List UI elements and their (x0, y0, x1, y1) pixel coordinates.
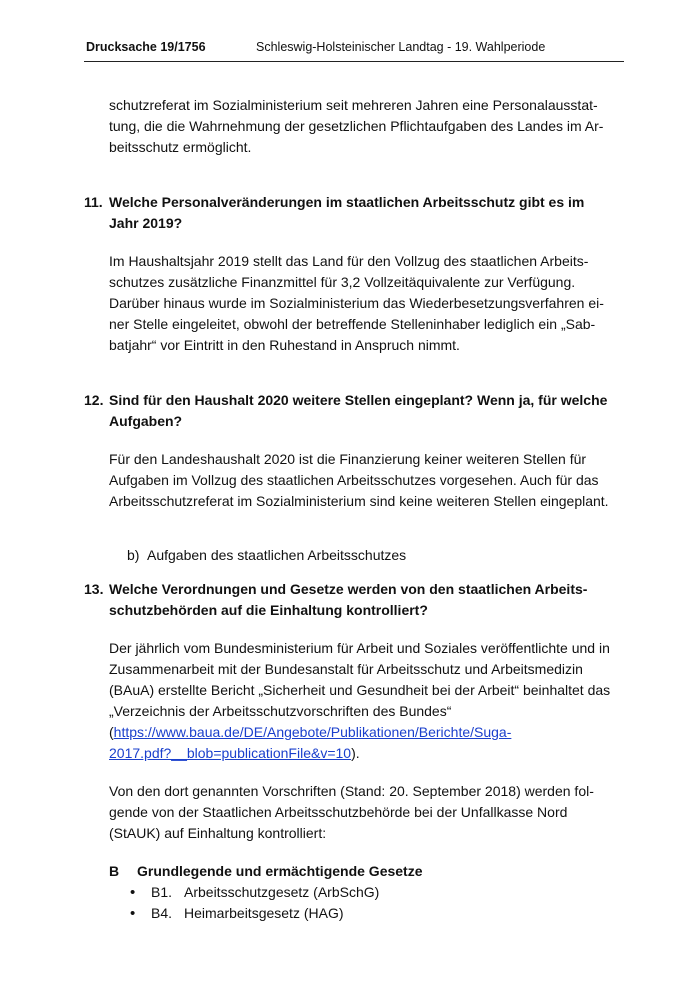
question-12 (84, 390, 624, 432)
answer-line: Aufgaben im Vollzug des staatlichen Arbeitsschutzes vorgesehen. Auch für das (109, 472, 599, 488)
bullet-icon: • (130, 884, 136, 901)
question-11 (84, 192, 624, 234)
law-code: B1. (151, 884, 173, 900)
bullet-icon: • (130, 905, 136, 922)
answer-line: „Verzeichnis der Arbeitsschutzvorschriften des Bundes“ (109, 703, 452, 719)
question-line: Welche Verordnungen und Gesetze werden von den staatlichen Arbeits- (109, 581, 588, 597)
question-line: Jahr 2019? (109, 215, 183, 231)
document-body (84, 95, 624, 924)
intro-paragraph (84, 95, 624, 158)
answer-line: (StAUK) auf Einhaltung kontrolliert: (109, 825, 327, 841)
question-line: Aufgaben? (109, 413, 183, 429)
list-item (130, 903, 624, 924)
answer-11 (84, 251, 624, 356)
page-header (84, 37, 624, 62)
baua-report-link[interactable] (109, 724, 511, 761)
subsection-heading (84, 545, 624, 566)
answer-13-continued (84, 781, 624, 844)
link-open-paren: ( (109, 724, 114, 740)
link-close-paren: ). (351, 745, 360, 761)
answer-line: Von den dort genannten Vorschriften (Stand: 20. September 2018) werden fol- (109, 783, 594, 799)
answer-line: Im Haushaltsjahr 2019 stellt das Land für den Vollzug des staatlichen Arbeits- (109, 253, 589, 269)
subsection-title: Aufgaben des staatlichen Arbeitsschutzes (147, 547, 407, 563)
intro-line: tung, die die Wahrnehmung der gesetzlichen Pflichtaufgaben des Landes im Ar- (109, 118, 604, 134)
law-list (84, 882, 624, 924)
subsection-label: b) (127, 547, 140, 563)
intro-line: schutzreferat im Sozialministerium seit mehreren Jahren eine Personalausstat- (109, 97, 598, 113)
answer-line: Für den Landeshaushalt 2020 ist die Finanzierung keiner weiteren Stellen für (109, 451, 587, 467)
section-title: Grundlegende und ermächtigende Gesetze (137, 863, 423, 879)
law-name: Arbeitsschutzgesetz (ArbSchG) (184, 884, 380, 900)
answer-line: Der jährlich vom Bundesministerium für Arbeit und Soziales veröffentlichte und in (109, 640, 610, 656)
section-b-heading (84, 861, 624, 882)
document-number: Drucksache 19/1756 (86, 40, 206, 54)
parliament-title: Schleswig-Holsteinischer Landtag - 19. Wahlperiode (256, 40, 546, 54)
question-number: 11. (84, 194, 103, 210)
link-text: 2017.pdf?__blob=publicationFile&v=10 (109, 745, 352, 761)
answer-line: batjahr“ vor Eintritt in den Ruhestand in Anspruch nimmt. (109, 337, 460, 353)
answer-line: gende von der Staatlichen Arbeitsschutzbehörde bei der Unfallkasse Nord (109, 804, 568, 820)
intro-line: beitsschutz ermöglicht. (109, 139, 252, 155)
question-text (109, 192, 624, 234)
question-text (109, 390, 624, 432)
answer-line: Zusammenarbeit mit der Bundesanstalt für Arbeitsschutz und Arbeitsmedizin (109, 661, 583, 677)
law-code: B4. (151, 905, 173, 921)
law-name: Heimarbeitsgesetz (HAG) (184, 905, 344, 921)
link-text: https://www.baua.de/DE/Angebote/Publikationen/Berichte/Suga- (113, 724, 512, 740)
question-line: Welche Personalveränderungen im staatlichen Arbeitsschutz gibt es im (109, 194, 585, 210)
question-line: Sind für den Haushalt 2020 weitere Stellen eingeplant? Wenn ja, für welche (109, 392, 608, 408)
section-label: B (109, 863, 120, 879)
answer-line: schutzes zusätzliche Finanzmittel für 3,2 Vollzeitäquivalente zur Verfügung. (109, 274, 576, 290)
question-number: 12. (84, 392, 104, 408)
answer-13 (84, 638, 624, 764)
question-number: 13. (84, 581, 104, 597)
question-13 (84, 579, 624, 621)
list-item (130, 882, 624, 903)
answer-line: Darüber hinaus wurde im Sozialministerium das Wiederbesetzungsverfahren ei- (109, 295, 604, 311)
answer-12 (84, 449, 624, 512)
answer-line: (BAuA) erstellte Bericht „Sicherheit und Gesundheit bei der Arbeit“ beinhaltet das (109, 682, 611, 698)
answer-line: ner Stelle eingeleitet, obwohl der betreffende Stelleninhaber lediglich ein „Sab- (109, 316, 596, 332)
answer-line: Arbeitsschutzreferat im Sozialministerium sind keine weiteren Stellen eingeplant. (109, 493, 609, 509)
question-text (109, 579, 624, 621)
question-line: schutzbehörden auf die Einhaltung kontrolliert? (109, 602, 428, 618)
